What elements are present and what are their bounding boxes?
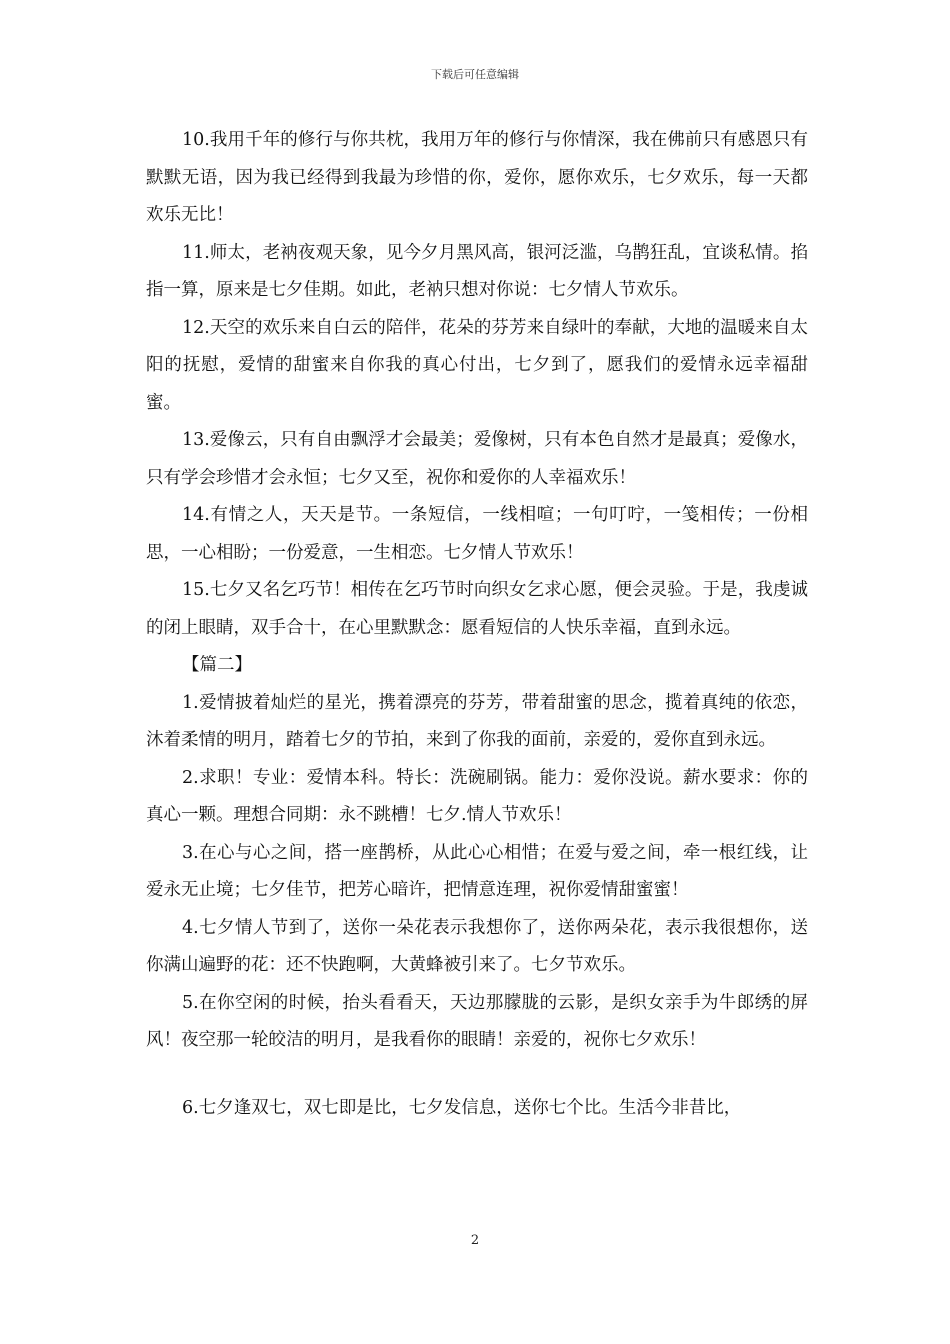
paragraph-1: 1.爱情披着灿烂的星光，携着漂亮的芬芳，带着甜蜜的思念，揽着真纯的依恋，沐着柔情的明月，踏着七夕的节拍，来到了你我的面前，亲爱的，爱你直到永远。 xyxy=(146,692,808,750)
paragraph-15: 15.七夕又名乞巧节！相传在乞巧节时向织女乞求心愿，便会灵验。于是，我虔诚的闭上眼睛，双手合十，在心里默默念：愿看短信的人快乐幸福，直到永远。 xyxy=(146,580,808,638)
paragraph-4: 4.七夕情人节到了，送你一朵花表示我想你了，送你两朵花，表示我很想你，送你满山遍野的花：还不快跑啊，大黄蜂被引来了。七夕节欢乐。 xyxy=(146,917,808,975)
page-number: 2 xyxy=(470,1233,480,1248)
paragraph-11: 11.师太，老衲夜观天象，见今夕月黑风高，银河泛滥，乌鹊狂乱，宜谈私情。掐指一算，原来是七夕佳期。如此，老衲只想对你说：七夕情人节欢乐。 xyxy=(146,242,808,300)
document-body xyxy=(146,122,808,1127)
paragraph-3: 3.在心与心之间，搭一座鹊桥，从此心心相惜；在爱与爱之间，牵一根红线，让爱永无止境；七夕佳节，把芳心暗许，把情意连理，祝你爱情甜蜜蜜！ xyxy=(146,842,808,900)
paragraph-13: 13.爱像云，只有自由飘浮才会最美；爱像树，只有本色自然才是最真；爱像水，只有学会珍惜才会永恒；七夕又至，祝你和爱你的人幸福欢乐！ xyxy=(146,430,808,488)
paragraph-12: 12.天空的欢乐来自白云的陪伴，花朵的芬芳来自绿叶的奉献，大地的温暖来自太阳的抚慰，爱情的甜蜜来自你我的真心付出，七夕到了，愿我们的爱情永远幸福甜蜜。 xyxy=(146,317,808,413)
page-header-note: 下载后可任意编辑 xyxy=(431,68,519,81)
paragraph-10: 10.我用千年的修行与你共枕，我用万年的修行与你情深，我在佛前只有感恩只有默默无语，因为我已经得到我最为珍惜的你，爱你，愿你欢乐，七夕欢乐，每一天都欢乐无比！ xyxy=(146,130,808,225)
paragraph-5: 5.在你空闲的时候，抬头看看天，天边那朦胧的云影，是织女亲手为牛郎绣的屏风！夜空那一轮皎洁的明月，是我看你的眼睛！亲爱的，祝你七夕欢乐！ xyxy=(146,992,808,1050)
paragraph-6: 6.七夕逢双七，双七即是比，七夕发信息，送你七个比。生活今非昔比， xyxy=(182,1097,742,1118)
paragraph-14: 14.有情之人，天天是节。一条短信，一线相喧；一句叮咛，一笺相传；一份相思，一心相盼；一份爱意，一生相恋。七夕情人节欢乐！ xyxy=(146,505,808,563)
section-heading: 【篇二】 xyxy=(182,655,252,675)
paragraph-2: 2.求职！专业：爱情本科。特长：洗碗刷锅。能力：爱你没说。薪水要求：你的真心一颗。理想合同期：永不跳槽！七夕.情人节欢乐！ xyxy=(146,767,808,825)
